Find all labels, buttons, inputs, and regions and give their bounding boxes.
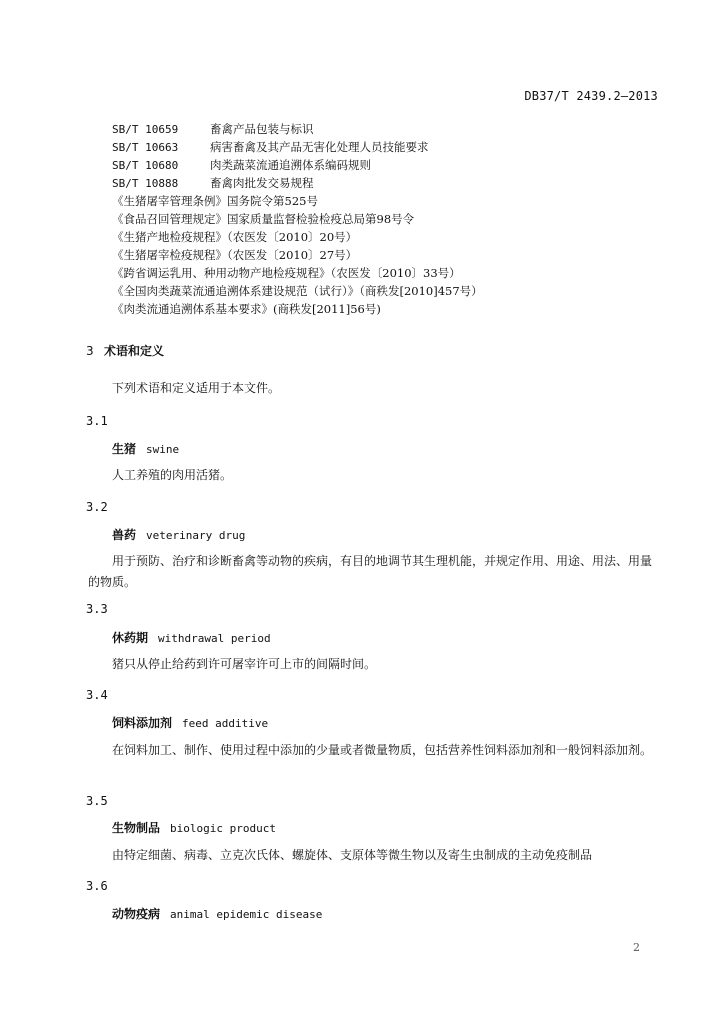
term-definition: 用于预防、治疗和诊断畜禽等动物的疾病，有目的地调节其生理机能，并规定作用、用途、用法、用量的物质。 [88, 554, 653, 589]
term-definition: 人工养殖的肉用活猪。 [112, 468, 233, 482]
term-chinese: 动物疫病 [112, 907, 161, 921]
term-number: 3.6 [86, 879, 108, 893]
term-english: biologic product [170, 822, 276, 835]
reference-code: SB/T 10888 [112, 177, 179, 190]
document-reference: 《全国肉类蔬菜流通追溯体系建设规范（试行）》（商秩发[2010]457号） [112, 284, 483, 298]
term-entry [112, 526, 245, 543]
term-chinese: 休药期 [112, 631, 149, 645]
document-reference: 《食品召回管理规定》国家质量监督检验检疫总局第98号令 [112, 212, 415, 226]
term-entry [112, 714, 268, 731]
term-entry [112, 905, 322, 922]
document-reference: 《生猪屠宰检疫规程》（农医发〔2010〕27号） [112, 248, 358, 262]
section-number: 3 [86, 344, 94, 358]
document-reference: 《跨省调运乳用、种用动物产地检疫规程》（农医发〔2010〕33号） [112, 266, 461, 280]
term-definition: 在饲料加工、制作、使用过程中添加的少量或者微量物质，包括营养性饲料添加剂和一般饲料添加剂。 [112, 743, 653, 757]
term-number: 3.1 [86, 414, 108, 428]
term-number: 3.3 [86, 602, 108, 616]
term-english: veterinary drug [146, 529, 246, 542]
reference-item [112, 157, 371, 173]
term-chinese: 兽药 [112, 528, 137, 542]
reference-title: 畜禽肉批发交易规程 [210, 176, 314, 190]
term-chinese: 生物制品 [112, 821, 161, 835]
term-entry [112, 819, 276, 836]
section-intro: 下列术语和定义适用于本文件。 [112, 381, 281, 395]
term-definition: 由特定细菌、病毒、立克次氏体、螺旋体、支原体等微生物以及寄生虫制成的主动免疫制品 [112, 848, 593, 862]
reference-code: SB/T 10663 [112, 141, 179, 154]
term-number: 3.4 [86, 688, 108, 702]
term-entry [112, 440, 179, 457]
reference-code: SB/T 10680 [112, 159, 179, 172]
reference-item [112, 175, 314, 191]
term-english: swine [146, 443, 180, 456]
document-reference: 《生猪产地检疫规程》（农医发〔2010〕20号） [112, 230, 358, 244]
standard-number-header: DB37/T 2439.2—2013 [524, 89, 658, 103]
reference-item [112, 121, 314, 137]
document-reference: 《生猪屠宰管理条例》国务院令第525号 [112, 194, 318, 208]
term-definition: 猪只从停止给药到许可屠宰许可上市的间隔时间。 [112, 657, 377, 671]
reference-code: SB/T 10659 [112, 123, 179, 136]
reference-title: 病害畜禽及其产品无害化处理人员技能要求 [210, 140, 429, 154]
term-entry [112, 629, 271, 646]
section-title: 术语和定义 [104, 344, 165, 358]
term-number: 3.5 [86, 794, 108, 808]
term-chinese: 生猪 [112, 442, 137, 456]
section-heading [86, 342, 164, 359]
reference-item [112, 139, 429, 155]
term-chinese: 饲料添加剂 [112, 716, 173, 730]
reference-title: 畜禽产品包装与标识 [210, 122, 314, 136]
document-reference: 《肉类流通追溯体系基本要求》(商秩发[2011]56号) [112, 302, 381, 316]
term-english: withdrawal period [158, 632, 271, 645]
term-english: feed additive [182, 717, 269, 730]
term-english: animal epidemic disease [170, 908, 323, 921]
reference-title: 肉类蔬菜流通追溯体系编码规则 [210, 158, 371, 172]
term-number: 3.2 [86, 500, 108, 514]
page-number: 2 [633, 941, 640, 954]
